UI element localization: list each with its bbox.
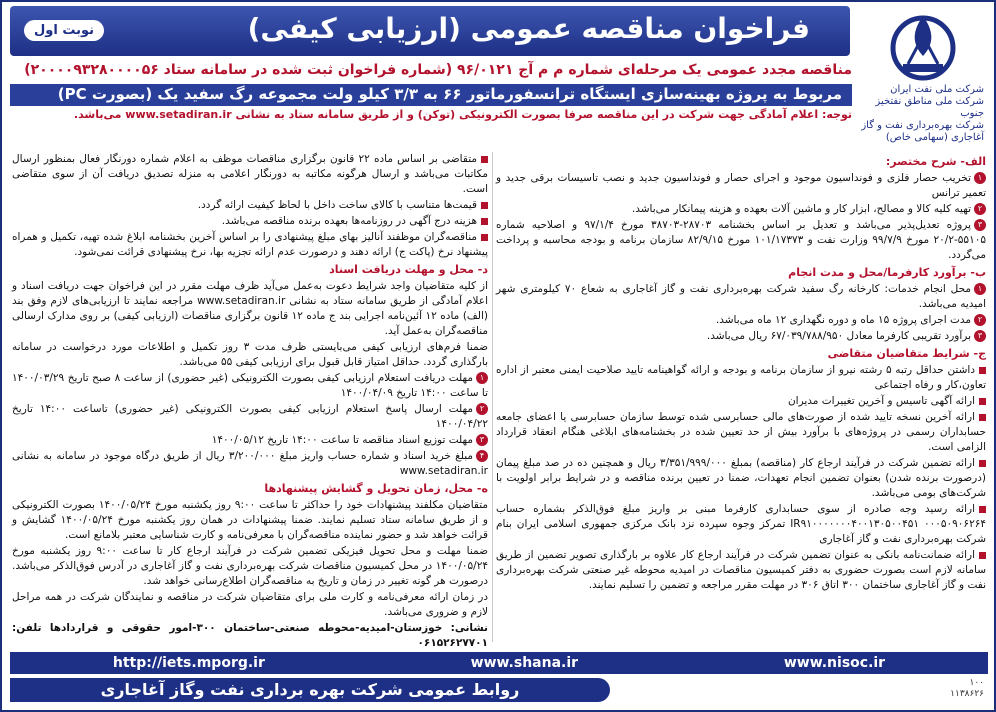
list-item: [12, 449, 488, 479]
footer-link-iets[interactable]: http://iets.mporg.ir: [112, 655, 265, 671]
ad-id-line: ۱۱۳۸۶۲۶: [950, 689, 984, 699]
address-line: نشانی: خوزستان-امیدیه-محوطه صنعتی-ساختمان ۳۰۰-امور حقوقی و قراردادها تلفن: ۰۶۱۵۲۶۲۷۷۰۱: [12, 622, 488, 649]
item-text: قیمت‌ها متناسب با کالای ساخت داخل با لحاظ کیفیت ارائه گردد.: [197, 199, 477, 211]
column-divider: [492, 152, 493, 642]
item-text: مبلغ خرید اسناد و شماره حساب واریز مبلغ ۳/۲۰۰/۰۰۰ ریال از طریق درگاه موجود در سامانه به نشانی www.setadiran.ir: [12, 450, 488, 477]
section-a-heading: الف- شرح مختصر:: [885, 155, 986, 168]
number-badge: ۲: [974, 314, 986, 326]
list-item: [12, 214, 488, 229]
ad-id-line: ۱۰۰: [969, 678, 984, 688]
left-column: [12, 152, 489, 649]
flame-logo-icon: [858, 6, 988, 86]
footer-url-bar: [10, 652, 988, 674]
number-badge: ۳: [974, 330, 986, 342]
list-item: [496, 171, 986, 201]
section-c-heading: ج- شرایط متقاضیان متقاضی: [827, 347, 986, 360]
section-d-heading: د- محل و مهلت دریافت اسناد: [329, 263, 488, 276]
item-text: ارائه آخرین نسخه تایید شده از صورت‌های مالی حسابرسی شده توسط سازمان حسابرسی یا اعضای جامعه حسابداران رسمی در پروژه‌های با برآورد بیش از حد تعیین شده در بخشنامه‌های ابلاغی هنگام انعقاد قرارداد الزامی است.: [496, 411, 986, 453]
title-banner: [10, 6, 850, 56]
item-text: برآورد تقریبی کارفرما معادل ۶۷/۰۳۹/۷۸۸/۹۵۰ ریال می‌باشد.: [706, 330, 971, 342]
list-item: [496, 363, 986, 393]
list-item: [496, 313, 986, 328]
number-badge: ۲: [974, 203, 986, 215]
section-b-heading: ب- برآورد کارفرما/محل و مدت انجام: [788, 266, 986, 279]
company-line: آغاجاری (سهامی خاص): [885, 132, 984, 143]
list-item: [12, 198, 488, 213]
company-line: شرکت ملی مناطق نفتخیز جنوب: [875, 96, 984, 119]
item-text: داشتن حداقل رتبه ۵ رشته نیرو از سازمان برنامه و بودجه و ارائه گواهینامه تایید صلاحیت ایمنی معتبر از اداره تعاون،کار و رفاه اجتماعی: [496, 364, 986, 391]
item-text: تخریب حصار فلزی و فونداسیون موجود و اجرای حصار و فونداسیون جدید و نصب تاسیسات برقی جدید و تعمیر ترانس: [496, 172, 986, 199]
item-text: مدت اجرای پروژه ۱۵ ماه و دوره نگهداری ۱۲ ماه می‌باشد.: [715, 314, 971, 326]
list-item: [496, 548, 986, 593]
item-text: مهلت دریافت استعلام ارزیابی کیفی بصورت الکترونیکی (غیر حضوری) از ساعت ۸ صبح تاریخ ۱۴۰۰/۰۳/۲۹ تا ساعت ۱۴:۰۰ تاریخ ۱۴۰۰/۰۴/۰۹: [12, 372, 488, 399]
paragraph: ضمنا فرم‌های ارزیابی کیفی می‌بایستی ظرف مدت ۳ روز تکمیل و اطلاعات مورد درخواست در سامانه بارگذاری گردد. حداقل امتیاز قابل قبول برای ارزیابی کیفی ۵۵ می‌باشد.: [12, 341, 488, 368]
bullet-icon: [979, 552, 986, 559]
list-item: [12, 402, 488, 432]
bullet-icon: [481, 218, 488, 225]
round-badge: نوبت اول: [24, 20, 104, 41]
electronic-notice: توجه: اعلام آمادگی جهت شرکت در این مناقصه صرفا بصورت الکترونیکی (توکن) و از طریق سامانه ستاد به نشانی www.setadiran.ir می‌باشد.: [73, 108, 852, 121]
bullet-icon: [979, 398, 986, 405]
footer-public-relations: روابط عمومی شرکت بهره برداری نفت وگاز آغاجاری: [10, 678, 610, 702]
tender-number-line: مناقصه مجدد عمومی یک مرحله‌ای شماره م م آج ۹۶/۰۱۲۱ (شماره فراخوان ثبت شده در سامانه ستاد ۲۰۰۰۰۹۳۲۸۰۰۰۰۵۶): [24, 62, 852, 78]
number-badge: ۱: [974, 172, 986, 184]
bullet-icon: [979, 460, 986, 467]
section-e-heading: ه- محل، زمان تحویل و گشایش پیشنهادها: [264, 482, 488, 495]
page-title: فراخوان مناقصه عمومی (ارزیابی کیفی): [247, 12, 810, 45]
item-text: هزینه درج آگهی در روزنامه‌ها بعهده برنده مناقصه می‌باشد.: [221, 215, 477, 227]
paragraph: از کلیه متقاضیان واجد شرایط دعوت به‌عمل می‌آید ظرف مهلت مقرر در این فراخوان جهت دریافت اسناد و اعلام آمادگی از طریق سامانه ستاد به نشانی www.setadiran.ir مراجعه نمایند تا ارزیابی‌های لازم وفق بند (الف) ماده ۱۲ آئین‌نامه اجرایی بند ج ماده ۱۲ قانون برگزاری مناقصات (ارزیابی کیفی) بر روی مدارک ارسالی مناقصه‌گران به‌عمل آید.: [12, 280, 488, 337]
number-badge: ۳: [974, 219, 986, 231]
item-text: محل انجام خدمات: کارخانه رگ سفید شرکت بهره‌برداری نفت و گاز آغاجاری به شعاع ۷۰ کیلومتری شهر امیدیه می‌باشد.: [496, 283, 986, 310]
right-column: [496, 152, 986, 642]
list-item: [496, 456, 986, 501]
item-text: ارائه ضمانت‌نامه بانکی به عنوان تضمین شرکت در فرآیند ارجاع کار علاوه بر بارگذاری تصویر تضمین از طریق سامانه لازم است بصورت حضوری به دفتر کمیسیون مناقصات در امیدیه محوطه غیر صنعتی شرکت بهره‌برداری نفت و گاز آغاجاری ساختمان ۳۰۰ اتاق ۳۰۶ در مهلت مقرر مراجعه و تضمین را تسلیم نمایند.: [496, 549, 986, 591]
item-text: تهیه کلیه کالا و مصالح، ابزار کار و ماشین آلات بعهده و هزینه پیمانکار می‌باشد.: [631, 203, 971, 215]
list-item: [12, 230, 488, 260]
item-text: ارائه تضمین شرکت در فرآیند ارجاع کار (مناقصه) بمبلغ ۳/۳۵۱/۹۹۹/۰۰۰ ریال و همچنین ده در صد مبلغ پیمان (درصورت برنده شدن) بعنوان تضمین انجام تعهدات، ضمنا در تعیین برنده مناقصه و در شرایط برابر اولویت با شرکت‌های بومی می‌باشد.: [496, 457, 986, 499]
footer-link-nisoc[interactable]: www.nisoc.ir: [783, 655, 886, 671]
subject-banner: [10, 84, 852, 106]
item-text: مهلت ارسال پاسخ استعلام ارزیابی کیفی بصورت الکترونیکی (غیر حضوری) تاساعت ۱۴:۰۰ تاریخ ۱۴۰۰/۰۴/۲۲: [12, 403, 488, 430]
item-text: متقاضی بر اساس ماده ۲۲ قانون برگزاری مناقصات موظف به اعلام شماره دورنگار فعال بمنظور ارسال مکاتبات می‌باشد و ارسال هرگونه مکاتبه به دورنگار اعلامی به منزله تصدیق دریافت آن از سوی متقاضی است.: [12, 153, 488, 195]
number-badge: ۱: [476, 372, 488, 384]
item-text: مناقصه‌گران موظفند آنالیز بهای مبلغ پیشنهادی را بر اساس آخرین بخشنامه ابلاغ شده تهیه، تکمیل و همراه پیشنهاد نرخ (پاکت ج) ارائه دهند و درصورت عدم ارائه تجزیه بها، نرخ پیشنهادی قرائت نمی‌شود.: [12, 231, 488, 258]
list-item: [496, 218, 986, 263]
paragraph: در زمان ارائه معرفی‌نامه و کارت ملی برای متقاضیان شرکت در مناقصه و نمایندگان شرکت در همه مراحل لازم و ضروری می‌باشد.: [12, 591, 488, 618]
bullet-icon: [481, 156, 488, 163]
footer-link-shana[interactable]: www.shana.ir: [470, 655, 579, 671]
list-item: [496, 329, 986, 344]
bullet-icon: [979, 367, 986, 374]
list-item: [496, 502, 986, 547]
number-badge: ۴: [476, 450, 488, 462]
number-badge: ۲: [476, 403, 488, 415]
bullet-icon: [979, 506, 986, 513]
list-item: [12, 433, 488, 448]
paragraph: ضمنا مهلت و محل تحویل فیزیکی تضمین شرکت در فرآیند ارجاع کار تا ساعت ۹:۰۰ روز یکشنبه مورخ ۱۴۰۰/۰۵/۲۴ در محل کمیسیون مناقصات شرکت بهره‌برداری نفت و گاز آغاجاری در آدرس فوق‌الذکر می‌باشد. درصورت هر گونه تغییر در زمان و تاریخ به مناقصه‌گران اطلاع‌رسانی خواهد شد.: [12, 545, 488, 587]
company-line: شرکت بهره‌برداری نفت و گاز: [861, 120, 984, 131]
item-text: پروژه تعدیل‌پذیر می‌باشد و تعدیل بر اساس بخشنامه ۲۸۷۰۳-۳۸۷۰۳ مورخ ۹۷/۱/۴ و اصلاحیه شماره ۵۵۱۰۵-۲۰/۲ مورخ ۹۹/۷/۹ وزارت نفت و ۱۰۱/۱۷۳۷۳ مورخ ۸۲/۹/۱۵ سازمان برنامه و بودجه محاسبه و پرداخت می‌گردد.: [496, 219, 986, 261]
item-text: ارائه آگهی تاسیس و آخرین تغییرات مدیران: [787, 395, 975, 407]
bullet-icon: [481, 234, 488, 241]
list-item: [12, 371, 488, 401]
list-item: [12, 152, 488, 197]
company-line: شرکت ملی نفت ایران: [890, 84, 984, 95]
number-badge: ۱: [974, 283, 986, 295]
item-text: مهلت توزیع اسناد مناقصه تا ساعت ۱۴:۰۰ تاریخ ۱۴۰۰/۰۵/۱۲: [211, 434, 473, 446]
paragraph: متقاضیان مکلفند پیشنهادات خود را حداکثر تا ساعت ۹:۰۰ روز یکشنبه مورخ ۱۴۰۰/۰۵/۲۴ بصورت الکترونیکی و از طریق سامانه ستاد تسلیم نمایند. ضمنا پیشنهادات در همان روز یکشنبه مورخ ۱۴۰۰/۰۵/۲۴ گشایش و قرائت خواهد شد و حضور نماینده مناقصه‌گران با معرفی‌نامه و کارت شناسایی معتبر بلامانع است.: [12, 499, 489, 541]
header: [2, 2, 994, 120]
project-subject: مربوط به پروژه بهینه‌سازی ایستگاه ترانسفورماتور ۶۶ به ۳/۳ کیلو ولت مجموعه رگ سفید یک (بصورت PC): [57, 85, 842, 103]
list-item: [496, 394, 986, 409]
number-badge: ۳: [476, 434, 488, 446]
bullet-icon: [481, 202, 488, 209]
ad-id: [950, 678, 984, 700]
bullet-icon: [979, 414, 986, 421]
item-text: ارائه رسید وجه صادره از سوی حسابداری کارفرما مبنی بر واریز مبلغ فوق‌الذکر بشماره حساب IR۹۱۰۰۰۰۰۰۰۴۰۰۱۳۰۵۰۰۴۵۱ ۰۰۰۵۰۹۰۶۲۶۴ تمرکز وجوه سپرده نزد بانک مرکزی جمهوری اسلامی ایران بنام شرکت بهره‌برداری نفت و گاز آغاجاری: [496, 503, 986, 545]
list-item: [496, 282, 986, 312]
company-name-block: [860, 84, 984, 144]
list-item: [496, 202, 986, 217]
list-item: [496, 410, 986, 455]
